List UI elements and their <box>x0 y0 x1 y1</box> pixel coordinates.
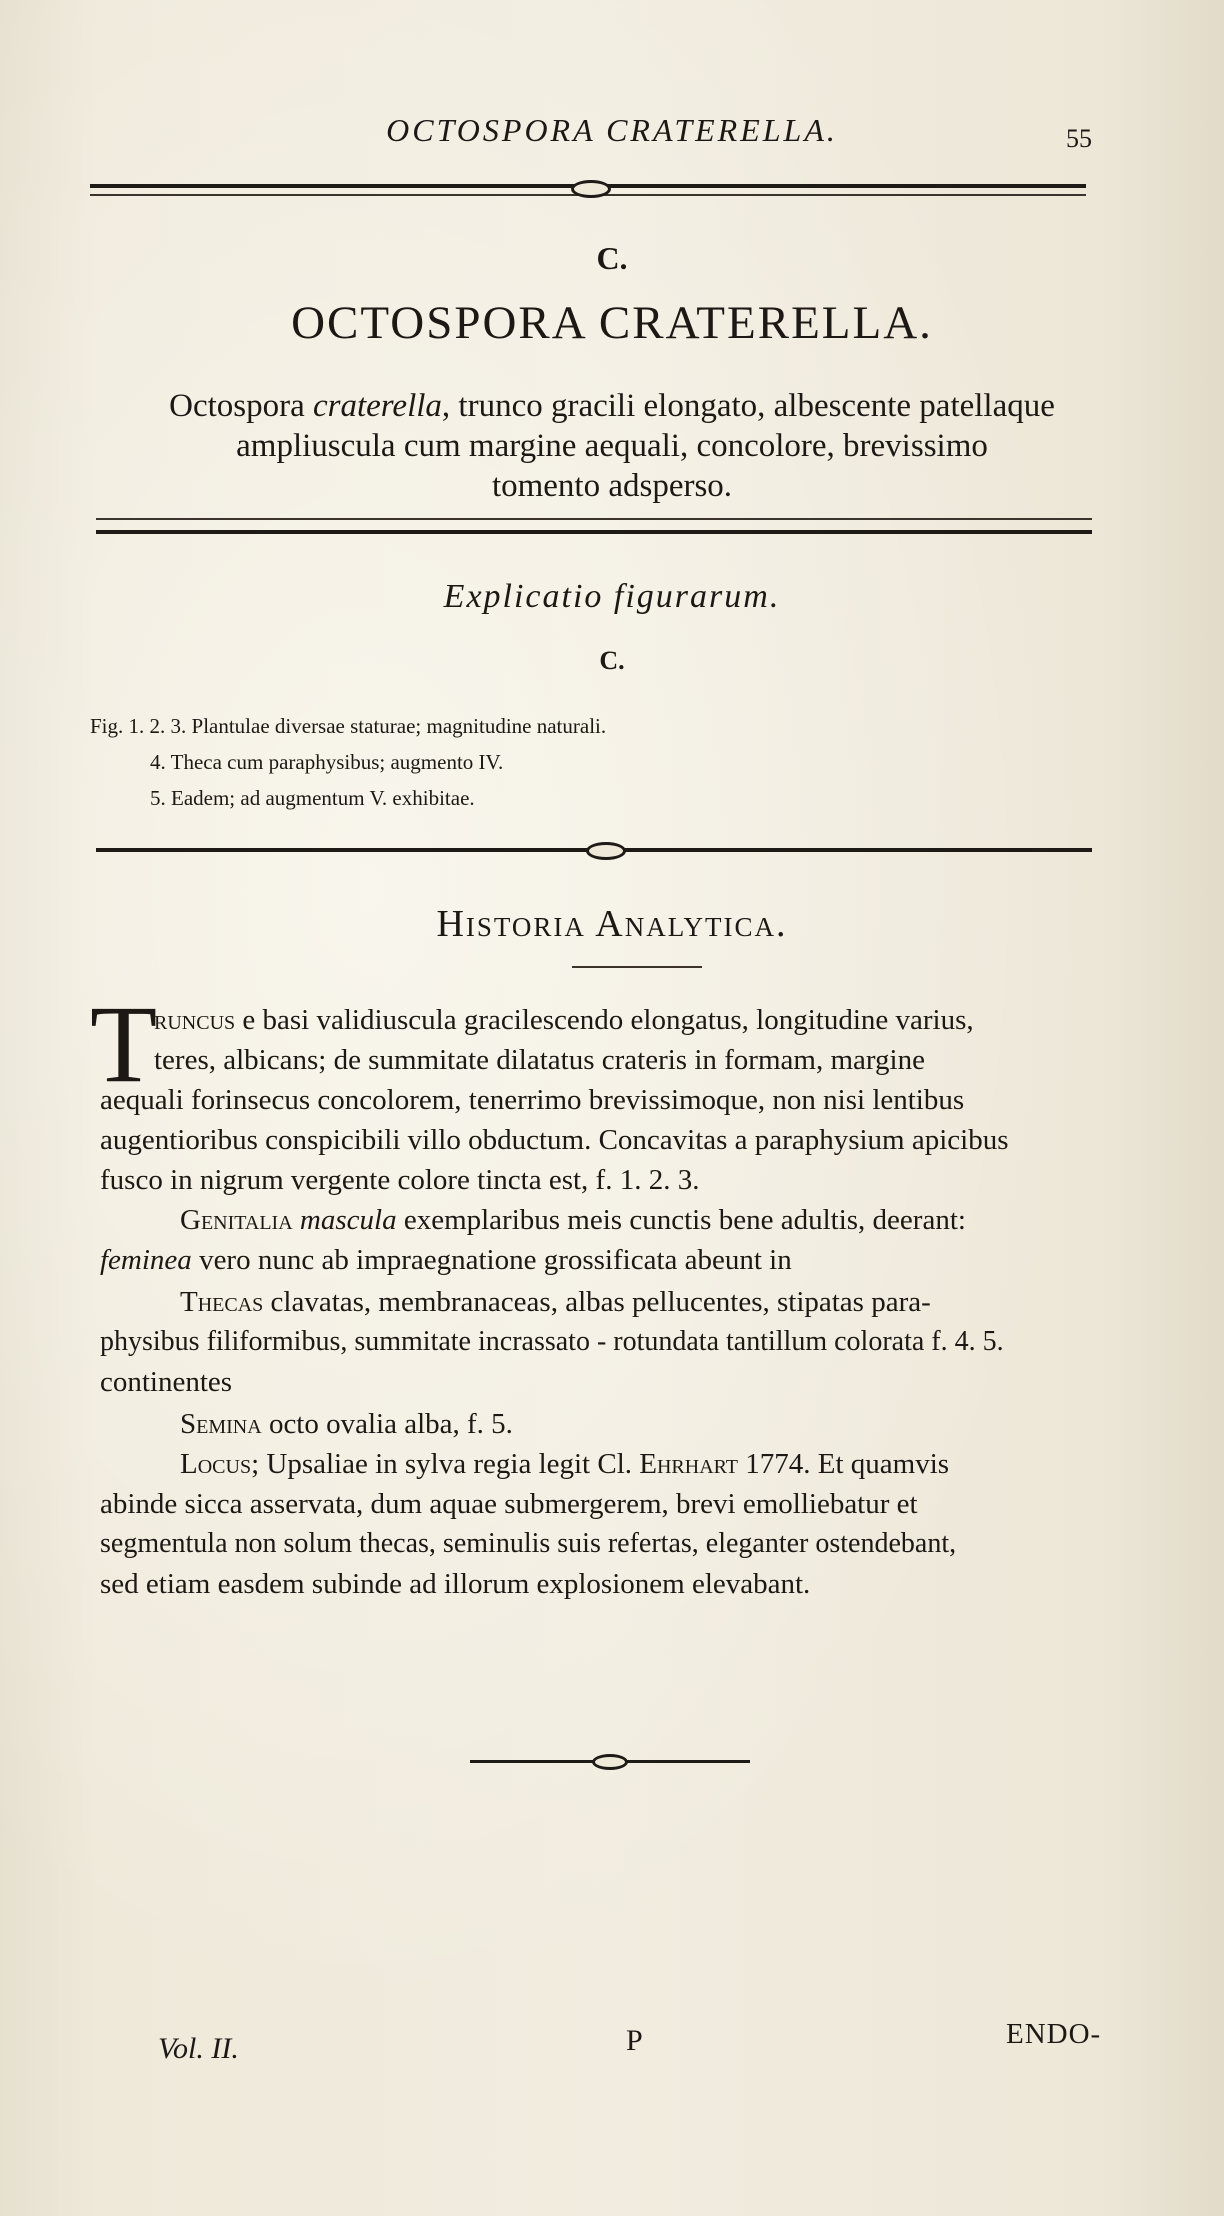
volume-label: Vol. II. <box>158 2032 239 2065</box>
historia-underline <box>572 966 702 968</box>
diagnosis-line-3: tomento adsperso. <box>491 468 733 504</box>
thecas-line-2: physibus filiformibus, summitate incrassato - rotundata tantillum colorata f. 4. 5. <box>100 1326 1004 1357</box>
page-number: 55 <box>1066 124 1092 153</box>
tail-ornament <box>592 1754 628 1770</box>
locus-line-4: sed etiam easdem subinde ad illorum explosionem elevabant. <box>100 1568 811 1600</box>
section-letter: C. <box>596 240 628 276</box>
catchword: ENDO- <box>1006 2018 1102 2050</box>
diagnosis <box>90 386 1134 506</box>
locus-line: Locus; Upsaliae in sylva regia legit Cl. Ehrhart 1774. Et quamvis <box>180 1448 950 1480</box>
species-title: OCTOSPORA CRATERELLA. <box>291 297 933 349</box>
thecas-line: Thecas clavatas, membranaceas, albas pellucentes, stipatas para- <box>180 1286 931 1318</box>
locus-line-3: segmentula non solum thecas, seminulis suis refertas, eleganter ostendebant, <box>100 1528 957 1559</box>
explicatio-title: Explicatio figurarum. <box>443 578 781 615</box>
top-ornament <box>571 180 611 198</box>
historia-line-2: teres, albicans; de summitate dilatatus crateris in formam, margine <box>154 1044 925 1076</box>
explicatio-letter: C. <box>599 646 625 675</box>
fig-line-2: 4. Theca cum paraphysibus; augmento IV. <box>150 750 504 774</box>
drop-cap: T <box>90 983 158 1105</box>
fig-line-3: 5. Eadem; ad augmentum V. exhibitae. <box>150 786 475 810</box>
diagnosis-line-2: ampliuscula cum margine aequali, concolore, brevissimo <box>236 428 988 464</box>
feminea-line: feminea vero nunc ab impraegnatione grossificata abeunt in <box>100 1244 792 1276</box>
historia-line-4: augentioribus conspicibili villo obductum. Concavitas a paraphysium apicibus <box>100 1124 1009 1156</box>
signature-mark: P <box>626 2024 643 2057</box>
historia-title: Historia Analytica. <box>436 903 788 945</box>
historia-line-1: runcus e basi validiuscula gracilescendo elongatus, longitudine varius, <box>154 1004 974 1036</box>
thecas-line-3: continentes <box>100 1366 233 1398</box>
locus-line-2: abinde sicca asservata, dum aquae submergerem, brevi emolliebatur et <box>100 1488 918 1520</box>
fig-line-1: Fig. 1. 2. 3. Plantulae diversae staturae; magnitudine naturali. <box>90 714 607 738</box>
diagnosis-line-1: Octospora craterella, trunco gracili elongato, albescente patellaque <box>169 388 1055 424</box>
historia-line-5: fusco in nigrum vergente colore tincta est, f. 1. 2. 3. <box>100 1164 700 1196</box>
historia-ornament <box>586 842 626 860</box>
historia-line-3: aequali forinsecus concolorem, tenerrimo brevissimoque, non nisi lentibus <box>100 1084 965 1116</box>
genitalia-line: Genitalia mascula exemplaribus meis cunctis bene adultis, deerant: <box>180 1204 966 1236</box>
mid-rule <box>96 530 1092 534</box>
mid-rule-thin <box>96 518 1092 520</box>
semina-line: Semina octo ovalia alba, f. 5. <box>180 1408 513 1440</box>
running-head: OCTOSPORA CRATERELLA. <box>386 112 838 148</box>
